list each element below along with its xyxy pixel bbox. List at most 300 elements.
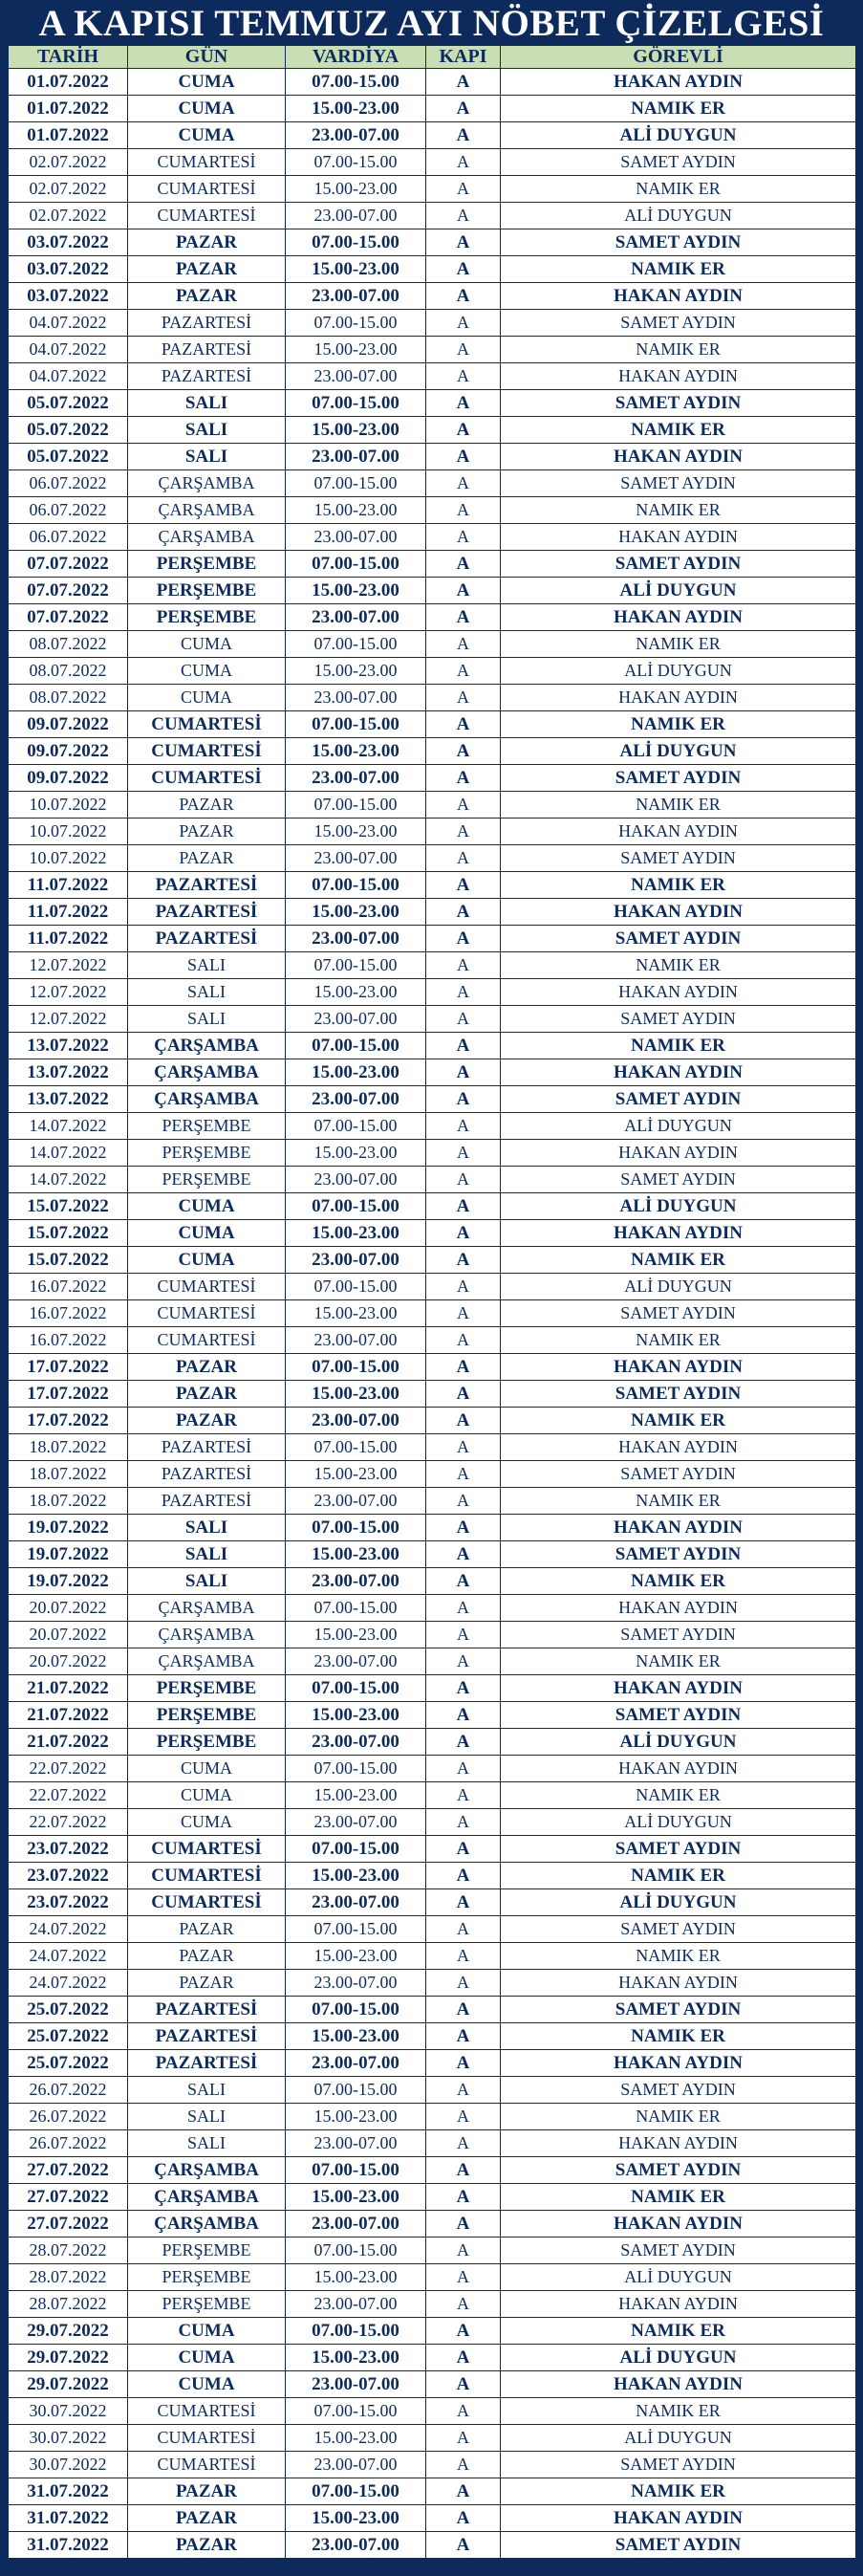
cell-shift: 23.00-07.00 [286,845,426,872]
cell-staff: SAMET AYDIN [501,1541,856,1568]
cell-staff: ALİ DUYGUN [501,2264,856,2291]
cell-staff: HAKAN AYDIN [501,1595,856,1622]
cell-shift: 23.00-07.00 [286,2371,426,2398]
cell-day: PAZAR [128,1943,286,1970]
cell-staff: SAMET AYDIN [501,1167,856,1193]
cell-gate: A [426,1809,501,1836]
cell-gate: A [426,2425,501,2452]
cell-date: 27.07.2022 [9,2157,128,2184]
cell-day: PERŞEMBE [128,1675,286,1702]
cell-date: 16.07.2022 [9,1300,128,1327]
cell-staff: NAMIK ER [501,952,856,979]
cell-day: ÇARŞAMBA [128,2211,286,2238]
table-row [9,2157,856,2184]
cell-date: 27.07.2022 [9,2211,128,2238]
cell-day: PAZARTESİ [128,1461,286,1488]
cell-date: 10.07.2022 [9,792,128,819]
cell-gate: A [426,1916,501,1943]
cell-shift: 07.00-15.00 [286,390,426,417]
cell-shift: 15.00-23.00 [286,337,426,363]
cell-shift: 15.00-23.00 [286,2184,426,2211]
table-row [9,899,856,926]
cell-staff: NAMIK ER [501,1408,856,1434]
cell-day: SALI [128,1568,286,1595]
cell-gate: A [426,1434,501,1461]
cell-day: CUMA [128,1756,286,1782]
table-row [9,551,856,578]
cell-staff: NAMIK ER [501,256,856,283]
cell-date: 22.07.2022 [9,1782,128,1809]
cell-day: CUMA [128,1193,286,1220]
table-row [9,2452,856,2478]
table-row [9,1220,856,1247]
cell-day: PAZARTESİ [128,2023,286,2050]
cell-shift: 07.00-15.00 [286,1515,426,1541]
cell-gate: A [426,2104,501,2130]
cell-date: 21.07.2022 [9,1702,128,1729]
cell-day: SALI [128,952,286,979]
cell-date: 13.07.2022 [9,1086,128,1113]
cell-gate: A [426,149,501,176]
cell-staff: ALİ DUYGUN [501,738,856,765]
cell-staff: SAMET AYDIN [501,229,856,256]
table-row [9,2425,856,2452]
cell-gate: A [426,283,501,310]
cell-day: PERŞEMBE [128,1702,286,1729]
cell-staff: NAMIK ER [501,792,856,819]
table-row [9,122,856,149]
cell-staff: HAKAN AYDIN [501,1434,856,1461]
cell-shift: 23.00-07.00 [286,604,426,631]
cell-gate: A [426,1595,501,1622]
cell-shift: 07.00-15.00 [286,2318,426,2345]
cell-staff: NAMIK ER [501,2318,856,2345]
cell-day: CUMA [128,685,286,711]
cell-day: SALI [128,1541,286,1568]
cell-shift: 15.00-23.00 [286,176,426,203]
cell-date: 29.07.2022 [9,2371,128,2398]
cell-gate: A [426,952,501,979]
cell-shift: 07.00-15.00 [286,229,426,256]
cell-gate: A [426,1943,501,1970]
cell-gate: A [426,1997,501,2023]
cell-day: PAZAR [128,2478,286,2505]
cell-shift: 15.00-23.00 [286,899,426,926]
cell-gate: A [426,2532,501,2559]
cell-day: PAZAR [128,2532,286,2559]
cell-shift: 15.00-23.00 [286,2425,426,2452]
cell-date: 12.07.2022 [9,979,128,1006]
cell-staff: SAMET AYDIN [501,1381,856,1408]
cell-date: 13.07.2022 [9,1059,128,1086]
cell-day: CUMARTESİ [128,738,286,765]
cell-day: PERŞEMBE [128,1113,286,1140]
cell-shift: 07.00-15.00 [286,1274,426,1300]
cell-shift: 07.00-15.00 [286,551,426,578]
cell-date: 20.07.2022 [9,1648,128,1675]
cell-date: 20.07.2022 [9,1595,128,1622]
cell-gate: A [426,390,501,417]
cell-gate: A [426,2157,501,2184]
cell-day: ÇARŞAMBA [128,1622,286,1648]
cell-date: 03.07.2022 [9,229,128,256]
cell-day: CUMARTESİ [128,1274,286,1300]
cell-day: SALI [128,1006,286,1033]
cell-staff: NAMIK ER [501,1943,856,1970]
table-row [9,1702,856,1729]
cell-shift: 23.00-07.00 [286,1086,426,1113]
table-row [9,1648,856,1675]
cell-staff: HAKAN AYDIN [501,2211,856,2238]
cell-date: 19.07.2022 [9,1515,128,1541]
cell-gate: A [426,256,501,283]
cell-gate: A [426,1702,501,1729]
cell-day: SALI [128,2077,286,2104]
cell-day: SALI [128,2130,286,2157]
table-row [9,1568,856,1595]
cell-shift: 07.00-15.00 [286,1434,426,1461]
cell-day: CUMARTESİ [128,203,286,229]
cell-date: 04.07.2022 [9,337,128,363]
table-row [9,1488,856,1515]
cell-shift: 07.00-15.00 [286,1033,426,1059]
table-row [9,444,856,470]
cell-date: 21.07.2022 [9,1729,128,1756]
cell-shift: 15.00-23.00 [286,2264,426,2291]
cell-staff: SAMET AYDIN [501,1916,856,1943]
cell-day: ÇARŞAMBA [128,2184,286,2211]
cell-shift: 07.00-15.00 [286,2478,426,2505]
cell-gate: A [426,578,501,604]
cell-day: PAZAR [128,1916,286,1943]
cell-date: 26.07.2022 [9,2130,128,2157]
cell-day: CUMA [128,1782,286,1809]
cell-gate: A [426,819,501,845]
cell-shift: 15.00-23.00 [286,1461,426,1488]
cell-shift: 23.00-07.00 [286,363,426,390]
cell-date: 01.07.2022 [9,69,128,96]
cell-staff: SAMET AYDIN [501,1461,856,1488]
cell-staff: NAMIK ER [501,631,856,658]
cell-gate: A [426,2023,501,2050]
cell-gate: A [426,2130,501,2157]
table-row [9,203,856,229]
cell-shift: 07.00-15.00 [286,1113,426,1140]
table-row [9,1247,856,1274]
cell-staff: HAKAN AYDIN [501,2130,856,2157]
cell-staff: SAMET AYDIN [501,1006,856,1033]
cell-day: CUMA [128,658,286,685]
cell-gate: A [426,2077,501,2104]
cell-day: PAZAR [128,1970,286,1997]
cell-staff: NAMIK ER [501,417,856,444]
cell-day: CUMA [128,122,286,149]
cell-gate: A [426,2398,501,2425]
cell-shift: 07.00-15.00 [286,631,426,658]
cell-day: CUMA [128,69,286,96]
cell-staff: ALİ DUYGUN [501,1809,856,1836]
cell-gate: A [426,765,501,792]
cell-gate: A [426,417,501,444]
cell-date: 20.07.2022 [9,1622,128,1648]
cell-staff: HAKAN AYDIN [501,1970,856,1997]
table-row [9,2505,856,2532]
table-row [9,69,856,96]
cell-day: ÇARŞAMBA [128,1086,286,1113]
header-staff: GÖREVLİ [501,46,856,69]
cell-shift: 07.00-15.00 [286,2398,426,2425]
cell-gate: A [426,1782,501,1809]
cell-shift: 23.00-07.00 [286,1889,426,1916]
cell-staff: ALİ DUYGUN [501,1729,856,1756]
cell-staff: ALİ DUYGUN [501,578,856,604]
cell-gate: A [426,604,501,631]
cell-shift: 07.00-15.00 [286,1916,426,1943]
cell-shift: 15.00-23.00 [286,256,426,283]
cell-date: 19.07.2022 [9,1568,128,1595]
cell-shift: 15.00-23.00 [286,979,426,1006]
cell-date: 25.07.2022 [9,1997,128,2023]
table-row [9,1970,856,1997]
cell-day: ÇARŞAMBA [128,1595,286,1622]
cell-date: 31.07.2022 [9,2478,128,2505]
cell-date: 22.07.2022 [9,1809,128,1836]
cell-staff: NAMIK ER [501,1247,856,1274]
cell-staff: HAKAN AYDIN [501,1220,856,1247]
cell-shift: 07.00-15.00 [286,310,426,337]
cell-gate: A [426,1729,501,1756]
cell-gate: A [426,1461,501,1488]
cell-staff: SAMET AYDIN [501,310,856,337]
table-row [9,363,856,390]
cell-day: PAZARTESİ [128,926,286,952]
cell-date: 22.07.2022 [9,1756,128,1782]
table-row [9,337,856,363]
cell-gate: A [426,658,501,685]
cell-staff: NAMIK ER [501,2023,856,2050]
schedule-table [8,45,856,2559]
cell-date: 28.07.2022 [9,2291,128,2318]
cell-day: SALI [128,444,286,470]
cell-day: ÇARŞAMBA [128,524,286,551]
table-row [9,1193,856,1220]
cell-gate: A [426,1300,501,1327]
cell-shift: 07.00-15.00 [286,952,426,979]
cell-shift: 23.00-07.00 [286,926,426,952]
table-row [9,1541,856,1568]
table-row [9,2184,856,2211]
table-row [9,872,856,899]
cell-shift: 23.00-07.00 [286,1327,426,1354]
cell-staff: ALİ DUYGUN [501,2425,856,2452]
table-row [9,1113,856,1140]
cell-shift: 15.00-23.00 [286,96,426,122]
cell-shift: 23.00-07.00 [286,2130,426,2157]
cell-gate: A [426,2452,501,2478]
table-row [9,229,856,256]
schedule-rows [9,69,856,2559]
table-row [9,2318,856,2345]
cell-date: 02.07.2022 [9,176,128,203]
cell-date: 18.07.2022 [9,1434,128,1461]
table-row [9,2130,856,2157]
cell-day: CUMA [128,1220,286,1247]
cell-gate: A [426,738,501,765]
table-row [9,310,856,337]
cell-gate: A [426,203,501,229]
cell-staff: NAMIK ER [501,2478,856,2505]
cell-shift: 07.00-15.00 [286,1756,426,1782]
cell-gate: A [426,1167,501,1193]
cell-date: 09.07.2022 [9,765,128,792]
table-row [9,711,856,738]
table-row [9,1434,856,1461]
table-row [9,1408,856,1434]
cell-date: 14.07.2022 [9,1113,128,1140]
cell-date: 04.07.2022 [9,310,128,337]
table-row [9,2238,856,2264]
cell-date: 16.07.2022 [9,1327,128,1354]
cell-gate: A [426,1113,501,1140]
cell-date: 14.07.2022 [9,1167,128,1193]
cell-gate: A [426,1140,501,1167]
cell-staff: SAMET AYDIN [501,1622,856,1648]
table-row [9,2398,856,2425]
cell-shift: 07.00-15.00 [286,1675,426,1702]
cell-staff: SAMET AYDIN [501,1702,856,1729]
cell-shift: 15.00-23.00 [286,1943,426,1970]
table-row [9,417,856,444]
cell-date: 26.07.2022 [9,2104,128,2130]
cell-date: 23.07.2022 [9,1889,128,1916]
cell-shift: 23.00-07.00 [286,1006,426,1033]
cell-day: SALI [128,390,286,417]
table-row [9,1836,856,1863]
cell-gate: A [426,2318,501,2345]
table-row [9,390,856,417]
cell-date: 03.07.2022 [9,256,128,283]
cell-date: 24.07.2022 [9,1943,128,1970]
cell-staff: HAKAN AYDIN [501,604,856,631]
cell-shift: 23.00-07.00 [286,122,426,149]
cell-staff: HAKAN AYDIN [501,69,856,96]
cell-gate: A [426,1515,501,1541]
cell-date: 27.07.2022 [9,2184,128,2211]
cell-staff: SAMET AYDIN [501,2238,856,2264]
cell-day: ÇARŞAMBA [128,497,286,524]
table-row [9,1086,856,1113]
cell-day: PAZAR [128,792,286,819]
header-gate: KAPI [426,46,501,69]
table-row [9,1916,856,1943]
cell-staff: SAMET AYDIN [501,1086,856,1113]
cell-gate: A [426,979,501,1006]
cell-gate: A [426,1541,501,1568]
cell-day: ÇARŞAMBA [128,1648,286,1675]
cell-date: 29.07.2022 [9,2318,128,2345]
cell-gate: A [426,1889,501,1916]
cell-gate: A [426,2371,501,2398]
table-row [9,497,856,524]
cell-day: PERŞEMBE [128,578,286,604]
cell-shift: 23.00-07.00 [286,2211,426,2238]
table-row [9,1006,856,1033]
cell-gate: A [426,1033,501,1059]
table-row [9,952,856,979]
cell-staff: NAMIK ER [501,1863,856,1889]
cell-date: 06.07.2022 [9,470,128,497]
table-row [9,149,856,176]
cell-date: 10.07.2022 [9,845,128,872]
cell-shift: 15.00-23.00 [286,2505,426,2532]
cell-day: ÇARŞAMBA [128,2157,286,2184]
cell-staff: NAMIK ER [501,2398,856,2425]
cell-date: 08.07.2022 [9,658,128,685]
header-row [9,46,856,69]
cell-gate: A [426,2238,501,2264]
cell-date: 24.07.2022 [9,1916,128,1943]
cell-day: PAZARTESİ [128,363,286,390]
cell-shift: 15.00-23.00 [286,1622,426,1648]
cell-staff: SAMET AYDIN [501,926,856,952]
cell-shift: 15.00-23.00 [286,1541,426,1568]
cell-shift: 15.00-23.00 [286,1381,426,1408]
cell-shift: 07.00-15.00 [286,711,426,738]
cell-staff: HAKAN AYDIN [501,1515,856,1541]
cell-staff: HAKAN AYDIN [501,1756,856,1782]
cell-day: PERŞEMBE [128,1140,286,1167]
table-row [9,1943,856,1970]
cell-date: 24.07.2022 [9,1970,128,1997]
cell-staff: SAMET AYDIN [501,1997,856,2023]
cell-day: PAZAR [128,229,286,256]
cell-staff: NAMIK ER [501,497,856,524]
cell-day: CUMA [128,1809,286,1836]
cell-date: 09.07.2022 [9,711,128,738]
cell-shift: 15.00-23.00 [286,738,426,765]
cell-staff: ALİ DUYGUN [501,203,856,229]
cell-date: 26.07.2022 [9,2077,128,2104]
cell-day: CUMARTESİ [128,1863,286,1889]
cell-gate: A [426,685,501,711]
table-row [9,1461,856,1488]
cell-shift: 07.00-15.00 [286,872,426,899]
cell-date: 28.07.2022 [9,2238,128,2264]
cell-date: 17.07.2022 [9,1354,128,1381]
table-row [9,524,856,551]
cell-day: PAZAR [128,1354,286,1381]
cell-shift: 15.00-23.00 [286,1059,426,1086]
table-row [9,2478,856,2505]
cell-gate: A [426,2505,501,2532]
cell-date: 31.07.2022 [9,2532,128,2559]
cell-shift: 23.00-07.00 [286,1648,426,1675]
cell-staff: HAKAN AYDIN [501,1354,856,1381]
cell-day: CUMA [128,2345,286,2371]
cell-shift: 23.00-07.00 [286,765,426,792]
cell-shift: 23.00-07.00 [286,524,426,551]
cell-date: 19.07.2022 [9,1541,128,1568]
cell-staff: NAMIK ER [501,176,856,203]
table-row [9,1729,856,1756]
cell-shift: 07.00-15.00 [286,149,426,176]
cell-gate: A [426,444,501,470]
cell-gate: A [426,1756,501,1782]
table-row [9,604,856,631]
table-row [9,470,856,497]
cell-staff: HAKAN AYDIN [501,363,856,390]
cell-gate: A [426,1274,501,1300]
